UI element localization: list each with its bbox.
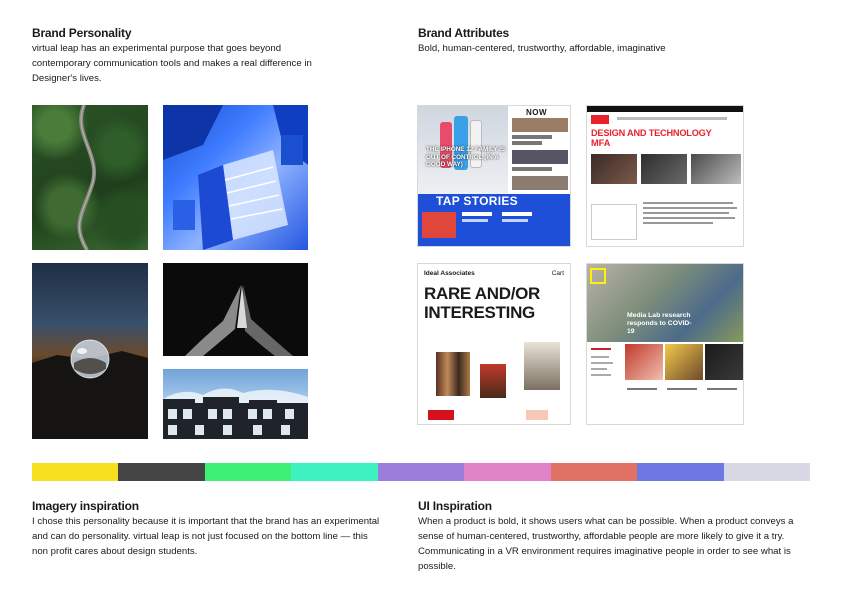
crystal-ball-photo [32,263,148,439]
palette-swatch [637,463,723,481]
brand-attributes-title: Brand Attributes [418,26,510,40]
blue-stairs-photo [163,105,308,250]
building-photo [163,369,308,439]
now-logo: NOW [526,108,548,117]
now-headline: THE IPHONE 12 FAMILY IS OUT OF CONTROL (IN A GOOD WAY) [426,146,506,168]
ideal-associates-screenshot [417,263,571,425]
palette-swatch [32,463,118,481]
brand-personality-title: Brand Personality [32,26,132,40]
palette-swatch [724,463,810,481]
palette-swatch [378,463,464,481]
imagery-inspiration-title: Imagery inspiration [32,499,139,513]
hands-photo [163,263,308,356]
ideal-headline: RARE AND/OR INTERESTING [424,284,541,322]
forest-road-photo [32,105,148,250]
palette-swatch [464,463,550,481]
design-technology-screenshot [586,105,744,247]
palette-swatch [118,463,204,481]
ideal-cart: Cart [551,270,564,277]
color-palette [32,463,810,481]
brand-attributes-text: Bold, human-centered, trustworthy, affordable, imaginative [418,43,666,54]
palette-swatch [291,463,377,481]
ui-inspiration-title: UI Inspiration [418,499,492,513]
media-headline: Media Lab research responds to COVID-19 [627,312,692,335]
dt-subhead: MFA [591,138,611,148]
now-banner: TAP STORIES [436,194,518,208]
dt-headline: DESIGN AND TECHNOLOGY [591,128,712,138]
palette-swatch [551,463,637,481]
now-magazine-screenshot [417,105,571,247]
brand-personality-text: virtual leap has an experimental purpose that goes beyond contemporary communication tools and makes a real difference in Designer's lives. [32,43,312,84]
palette-swatch [205,463,291,481]
media-lab-screenshot [586,263,744,425]
imagery-inspiration-text: I chose this personality because it is important that the brand has an experimental and can do personality. virtual leap is not just focused on the bottom line — this non profit cares about design students. [32,516,380,557]
ideal-brand: Ideal Associates [424,270,475,277]
ui-inspiration-text: When a product is bold, it shows users what can be possible. When a product conveys a sense of human-centered, trustworthy, affordable people are more likely to give it a try. Communicating in a VR environment requires imaginative people in order to see what is possible. [418,516,794,572]
